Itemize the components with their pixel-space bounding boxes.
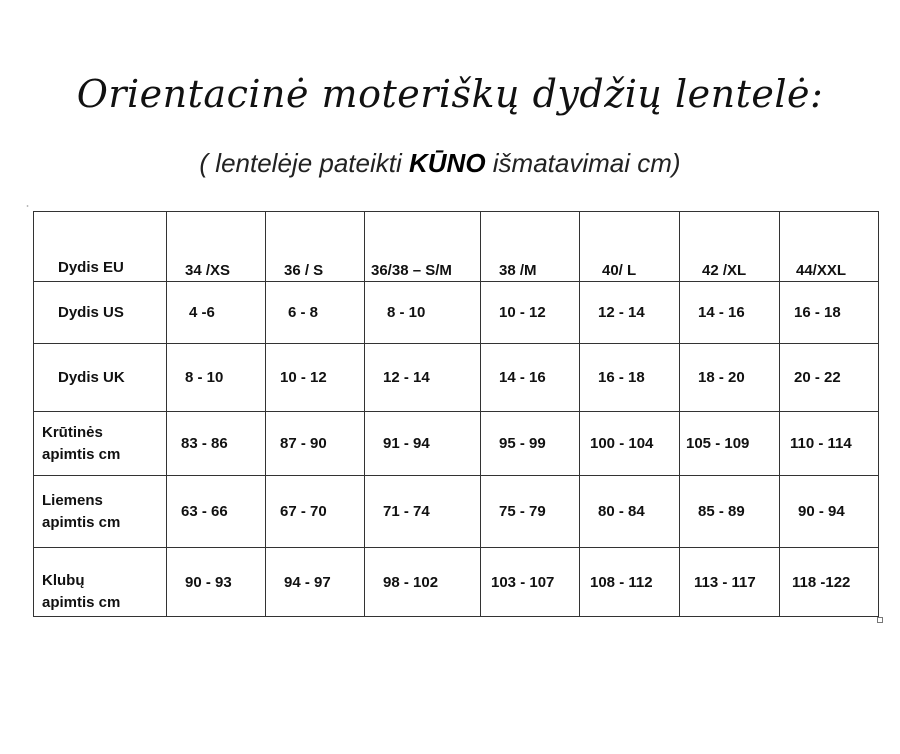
row-label: [34, 282, 167, 344]
table-row-eu: [34, 212, 879, 282]
page-title: Orientacinė moteriškų dydžių lentelė:: [76, 72, 824, 116]
table-cell: 118 -122: [780, 548, 879, 617]
label-line: apimtis cm: [42, 445, 121, 463]
table-cell: 4 -6: [167, 282, 266, 344]
table-cell: 80 - 84: [580, 476, 680, 548]
label-line: Dydis US: [58, 303, 124, 321]
label-line: Dydis UK: [58, 368, 125, 386]
table-cell: 10 - 12: [266, 344, 365, 412]
table-cell: 8 - 10: [365, 282, 481, 344]
table-cell: 67 - 70: [266, 476, 365, 548]
row-label: [34, 476, 167, 548]
table-cell: 42 /XL: [680, 212, 780, 282]
table-resize-handle[interactable]: [877, 617, 883, 623]
table-cell: 36/38 – S/M: [365, 212, 481, 282]
table-cell: 108 - 112: [580, 548, 680, 617]
table-cell: 6 - 8: [266, 282, 365, 344]
page-subtitle: [0, 148, 880, 179]
table-cell: 98 - 102: [365, 548, 481, 617]
table-cell: 103 - 107: [481, 548, 580, 617]
table-cell: 16 - 18: [780, 282, 879, 344]
table-cell: 18 - 20: [680, 344, 780, 412]
row-label: [34, 548, 167, 617]
table-cell: 12 - 14: [365, 344, 481, 412]
table-anchor-icon[interactable]: ⁺: [26, 205, 30, 211]
label-line: apimtis cm: [42, 594, 121, 611]
label-line: Klubų: [42, 572, 85, 589]
table-cell: 91 - 94: [365, 412, 481, 476]
size-table: [33, 211, 879, 617]
table-cell: 105 - 109: [680, 412, 780, 476]
subtitle-emphasis: KŪNO: [408, 148, 486, 178]
table-cell: 110 - 114: [780, 412, 879, 476]
table-cell: 75 - 79: [481, 476, 580, 548]
table-cell: 8 - 10: [167, 344, 266, 412]
label-line: Dydis EU: [58, 259, 124, 276]
table-cell: 90 - 93: [167, 548, 266, 617]
subtitle-after: išmatavimai cm): [485, 148, 681, 178]
table-cell: 95 - 99: [481, 412, 580, 476]
row-label: [34, 212, 167, 282]
table-cell: 14 - 16: [680, 282, 780, 344]
row-label: [34, 344, 167, 412]
row-label: [34, 412, 167, 476]
subtitle-before: ( lentelėje pateikti: [199, 148, 409, 178]
table-cell: 34 /XS: [167, 212, 266, 282]
table-cell: 85 - 89: [680, 476, 780, 548]
table-row-waist: [34, 476, 879, 548]
table-cell: 20 - 22: [780, 344, 879, 412]
table-cell: 16 - 18: [580, 344, 680, 412]
table-cell: 12 - 14: [580, 282, 680, 344]
label-line: Krūtinės: [42, 423, 103, 441]
table-cell: 63 - 66: [167, 476, 266, 548]
table-cell: 90 - 94: [780, 476, 879, 548]
label-line: apimtis cm: [42, 513, 121, 531]
table-cell: 36 / S: [266, 212, 365, 282]
table-cell: 14 - 16: [481, 344, 580, 412]
table-cell: 83 - 86: [167, 412, 266, 476]
label-line: Liemens: [42, 491, 103, 509]
table-row-bust: [34, 412, 879, 476]
table-cell: 40/ L: [580, 212, 680, 282]
table-cell: 10 - 12: [481, 282, 580, 344]
table-cell: 87 - 90: [266, 412, 365, 476]
table-cell: 100 - 104: [580, 412, 680, 476]
table-row-hip: [34, 548, 879, 617]
table-cell: 44/XXL: [780, 212, 879, 282]
table-cell: 38 /M: [481, 212, 580, 282]
table-row-us: [34, 282, 879, 344]
table-row-uk: [34, 344, 879, 412]
table-cell: 113 - 117: [680, 548, 780, 617]
table-cell: 94 - 97: [266, 548, 365, 617]
table-cell: 71 - 74: [365, 476, 481, 548]
